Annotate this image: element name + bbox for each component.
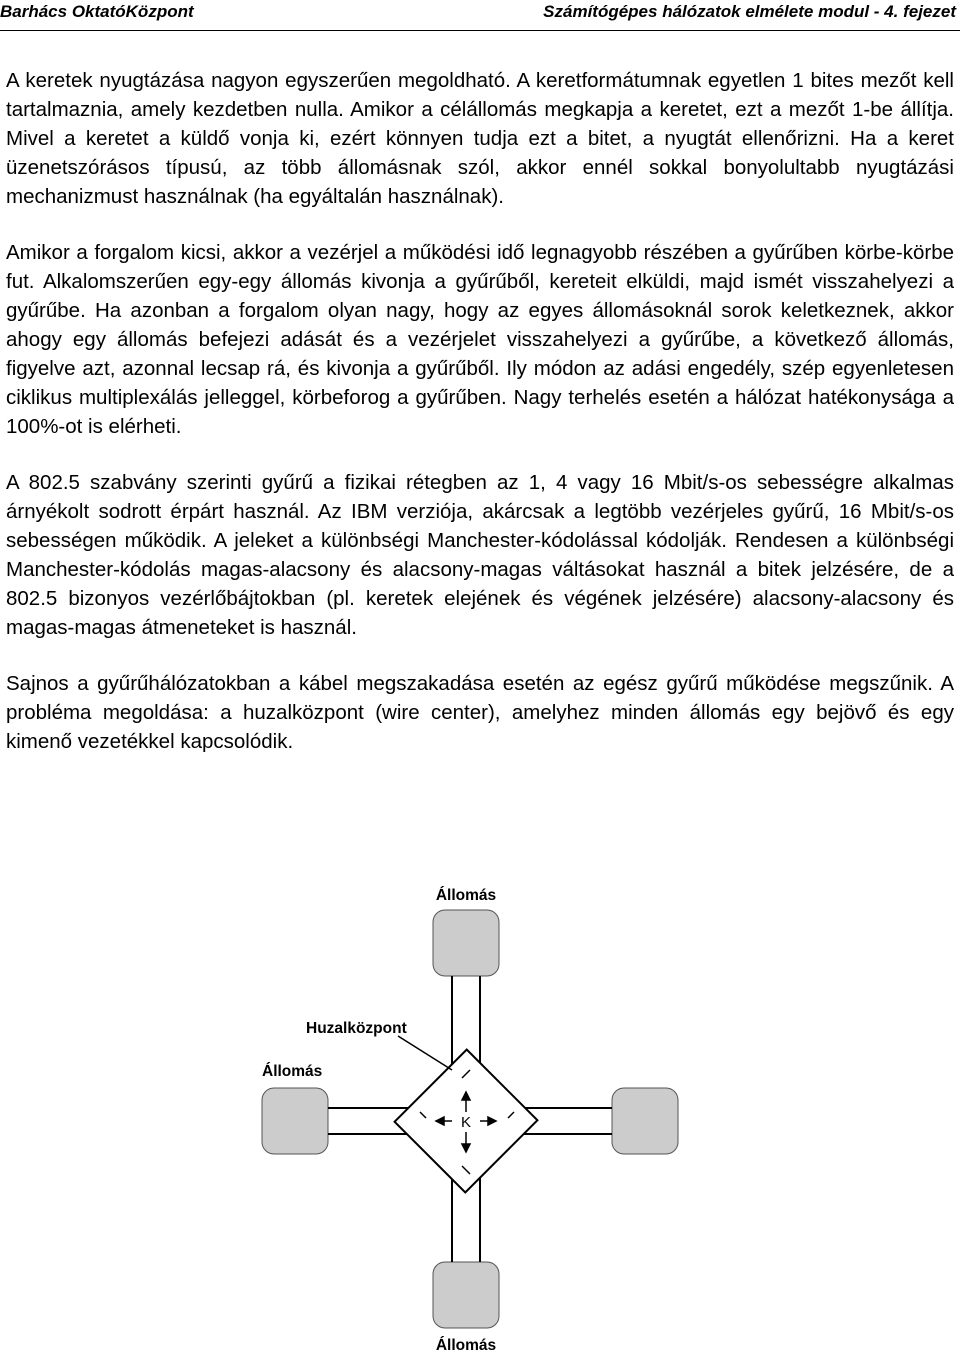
- hub-center-label: K: [460, 1114, 472, 1131]
- station-right-box: [612, 1088, 678, 1154]
- paragraph-token-circulation: Amikor a forgalom kicsi, akkor a vezérjel a működési idő legnagyobb részében a gyűrűben körbe-körbe fut. Alkalomszerűen egy-egy állomás kivonja a gyűrűből, kereteit elküldi, majd ismét visszahelyezi a gyűrűbe. Ha azonban a forgalom olyan nagy, hogy az egyes állomásoknál sorok keletkeznek, akkor ahogy egy állomás befejezi adását és a vezérjelet visszahelyezi a gyűrűbe, a következő állomás, figyelve azt, azonnal lecsap rá, és kivonja a gyűrűből. Ily módon az adási engedély, szép egyenletesen ciklikus multiplexálás jelleggel, körbeforog a gyűrűben. Nagy terhelés esetén a hálózat hatékonysága a 100%-ot is elérheti.: [6, 241, 954, 438]
- paragraph-802-5-physical: A 802.5 szabvány szerinti gyűrű a fizikai rétegben az 1, 4 vagy 16 Mbit/s-os sebességre alkalmas árnyékolt sodrott érpárt használ. Az IBM verziója, akárcsak a legtöbb vezérjeles gyűrű, 16 Mbit/s-os sebességen működik. A jeleket a különbségi Manchester-kódolással kódolják. Rendesen a különbségi Manchester-kódolás magas-alacsony és alacsony-magas váltásokat használ a bitek jelzésére, de a 802.5 bizonyos vezérlőbájtokban (pl. keretek elejének és végének jelzésére) alacsony-alacsony és magas-magas átmeneteket is használ.: [6, 471, 954, 639]
- paragraph-wire-center: Sajnos a gyűrűhálózatokban a kábel megszakadása esetén az egész gyűrű működése megszűnik. A probléma megoldása: a huzalközpont (wire center), amelyhez minden állomás egy bejövő és egy kimenő vezetékkel kapcsolódik.: [6, 672, 954, 753]
- header-organization: Barhács OktatóKözpont: [0, 2, 194, 21]
- hub-label-pointer: [398, 1036, 452, 1070]
- station-bottom-label: Állomás: [435, 1337, 497, 1351]
- hub-label: Huzalközpont: [306, 1020, 407, 1037]
- station-bottom-box: [433, 1262, 499, 1328]
- station-top-box: [433, 910, 499, 976]
- station-top-label: Állomás: [435, 887, 497, 904]
- station-left-label: Állomás: [262, 1063, 323, 1080]
- paragraph-acknowledgement: A keretek nyugtázása nagyon egyszerűen megoldható. A keretformátumnak egyetlen 1 bites mezőt kell tartalmaznia, amely kezdetben nulla. Amikor a célállomás megkapja a keretet, ezt a mezőt 1-be állítja. Mivel a keretet a küldő vonja ki, ezért könnyen tudja ezt a bitet, a nyugtát ellenőrizni. Ha a keret üzenetszórásos típusú, az több állomásnak szól, akkor ennél sokkal bonyolultabb nyugtázási mechanizmust használnak (ha egyáltalán használnak).: [6, 69, 954, 208]
- header-course-chapter: Számítógépes hálózatok elmélete modul - 4. fejezet: [543, 2, 956, 21]
- station-left-box: [262, 1088, 328, 1154]
